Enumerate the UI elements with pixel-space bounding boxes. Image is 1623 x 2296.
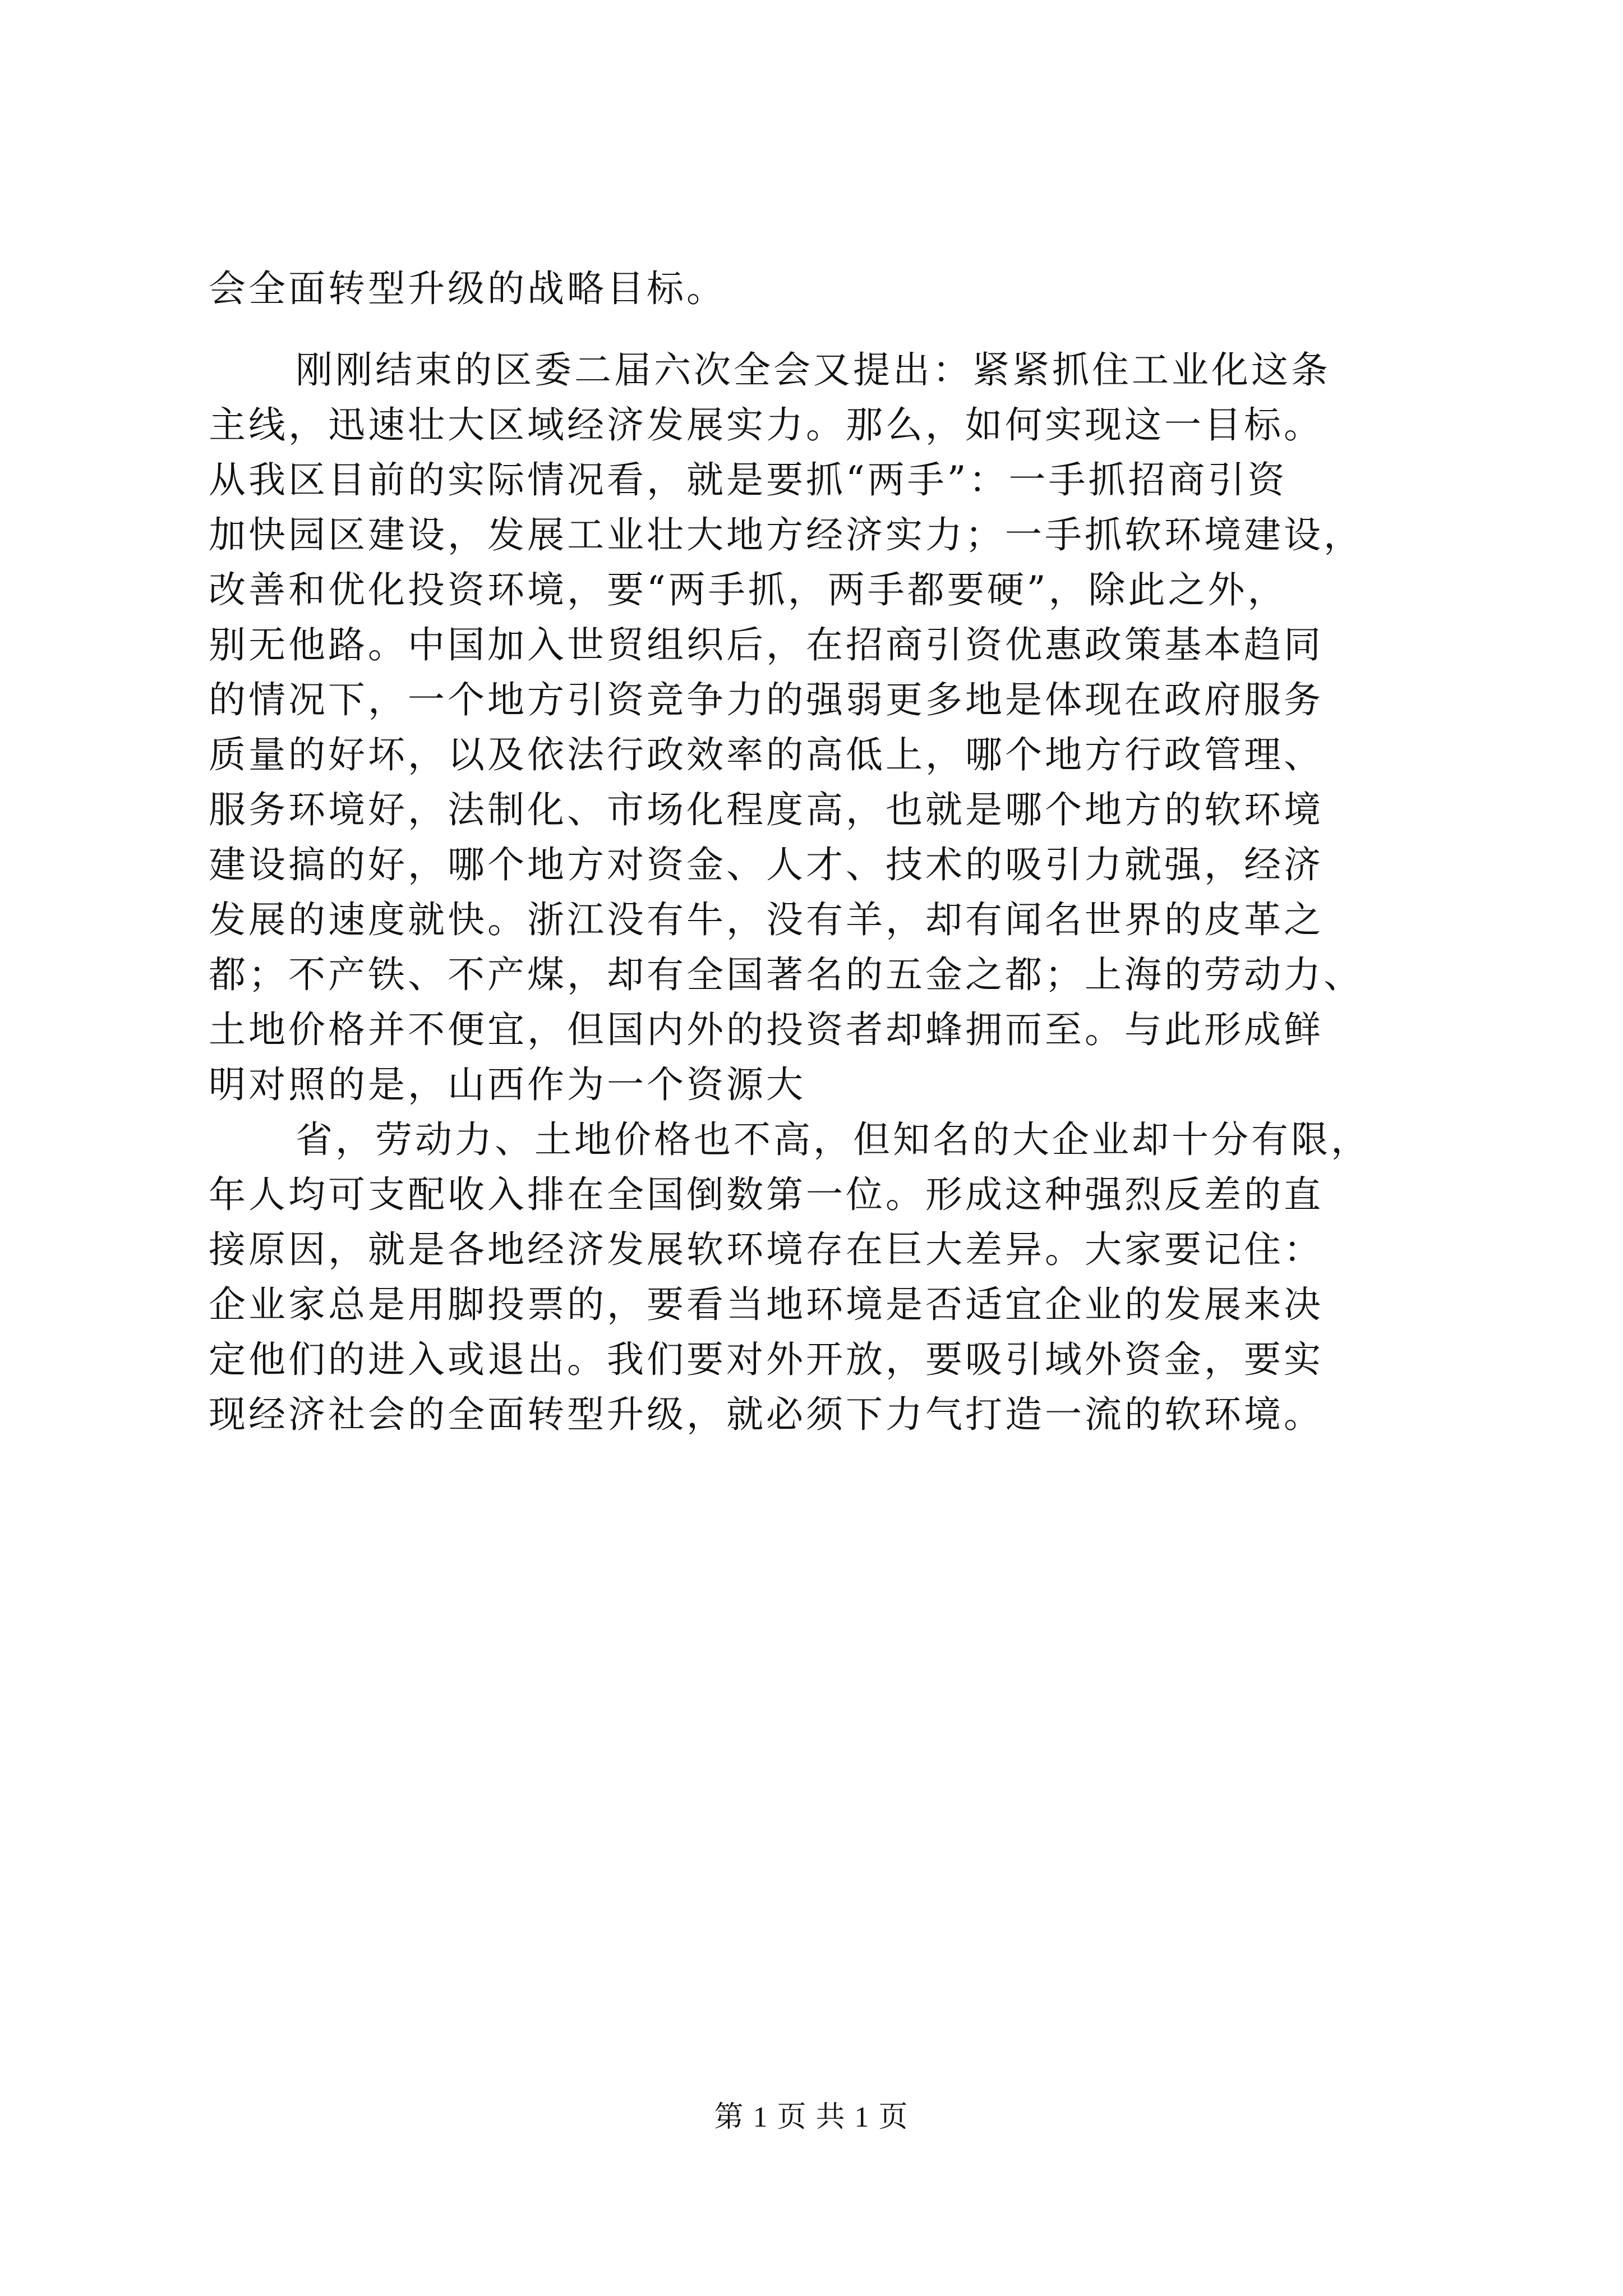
text-line: 企业家总是用脚投票的，要看当地环境是否适宜企业的发展来决 (209, 1283, 1324, 1326)
text-line: 的情况下，一个地方引资竞争力的强弱更多地是体现在政府服务 (209, 678, 1324, 721)
text-line: 质量的好坏，以及依法行政效率的高低上，哪个地方行政管理、 (209, 733, 1324, 776)
text-line: 现经济社会的全面转型升级，就必须下力气打造一流的软环境。 (209, 1393, 1324, 1436)
text-line: 加快园区建设，发展工业壮大地方经济实力；一手抓软环境建设， (209, 513, 1363, 556)
text-line: 会全面转型升级的战略目标。 (209, 267, 726, 310)
text-line: 土地价格并不便宜，但国内外的投资者却蜂拥而至。与此形成鲜 (209, 1008, 1324, 1051)
text-line: 主线，迅速壮大区域经济发展实力。那么，如何实现这一目标。 (209, 403, 1324, 447)
text-line: 改善和优化投资环境，要“两手抓，两手都要硬”，除此之外， (209, 568, 1288, 611)
text-line: 明对照的是，山西作为一个资源大 (209, 1063, 806, 1106)
paragraph-first-line: 刚刚结束的区委二届六次全会又提出：紧紧抓住工业化这条 (296, 348, 1331, 392)
text-line: 发展的速度就快。浙江没有牛，没有羊，却有闻名世界的皮革之 (209, 898, 1324, 941)
text-line: 都；不产铁、不产煤，却有全国著名的五金之都；上海的劳动力、 (209, 953, 1363, 996)
text-line: 定他们的进入或退出。我们要对外开放，要吸引域外资金，要实 (209, 1338, 1324, 1381)
text-line: 别无他路。中国加入世贸组织后，在招商引资优惠政策基本趋同 (209, 623, 1324, 666)
paragraph-first-line: 省，劳动力、土地价格也不高，但知名的大企业却十分有限， (296, 1118, 1371, 1161)
text-line: 年人均可支配收入排在全国倒数第一位。形成这种强烈反差的直 (209, 1173, 1324, 1216)
text-line: 接原因，就是各地经济发展软环境存在巨大差异。大家要记住： (209, 1228, 1324, 1271)
page-footer: 第 1 页 共 1 页 (714, 2101, 909, 2133)
text-line: 从我区目前的实际情况看，就是要抓“两手”：一手抓招商引资 (209, 458, 1288, 501)
text-line: 建设搞的好，哪个地方对资金、人才、技术的吸引力就强，经济 (209, 843, 1324, 886)
text-line: 服务环境好，法制化、市场化程度高，也就是哪个地方的软环境 (209, 788, 1324, 831)
